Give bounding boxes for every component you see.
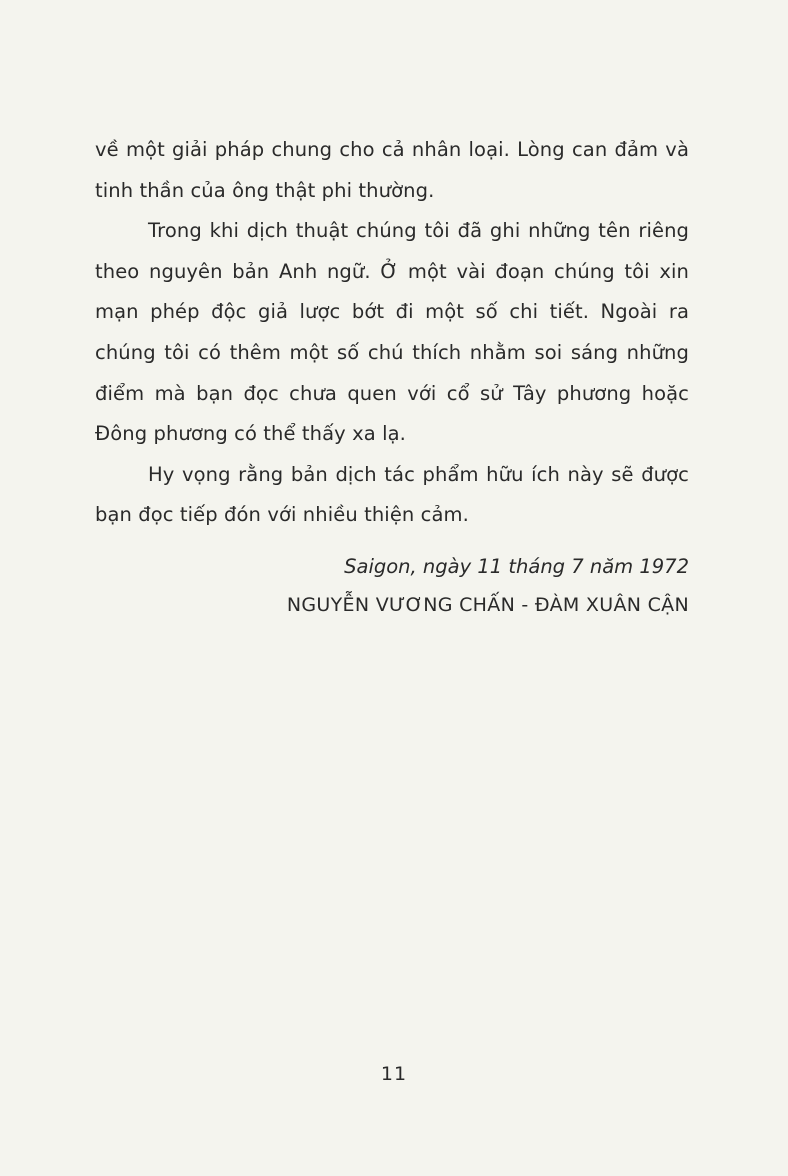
paragraph-3: Hy vọng rằng bản dịch tác phẩm hữu ích này sẽ được bạn đọc tiếp đón với nhiều thiện cảm.	[95, 462, 689, 527]
paragraph-2: Trong khi dịch thuật chúng tôi đã ghi những tên riêng theo nguyên bản Anh ngữ. Ở một vài đoạn chúng tôi xin mạn phép độc giả lược bớt đi một số chi tiết. Ngoài ra chúng tôi có thêm một số chú thích nhằm soi sáng những điểm mà bạn đọc chưa quen với cổ sử Tây phương hoặc Đông phương có thể thấy xa lạ.	[95, 219, 689, 446]
page-number: 11	[380, 1063, 408, 1085]
signature-block	[95, 548, 689, 624]
signature-names: NGUYỄN VƯƠNG CHẤN - ĐÀM XUÂN CẬN	[286, 593, 689, 616]
signature-date: Saigon, ngày 11 tháng 7 năm 1972	[344, 554, 689, 578]
page-body	[95, 130, 689, 624]
paragraph-1: về một giải pháp chung cho cả nhân loại. Lòng can đảm và tinh thần của ông thật phi thường.	[95, 138, 689, 202]
